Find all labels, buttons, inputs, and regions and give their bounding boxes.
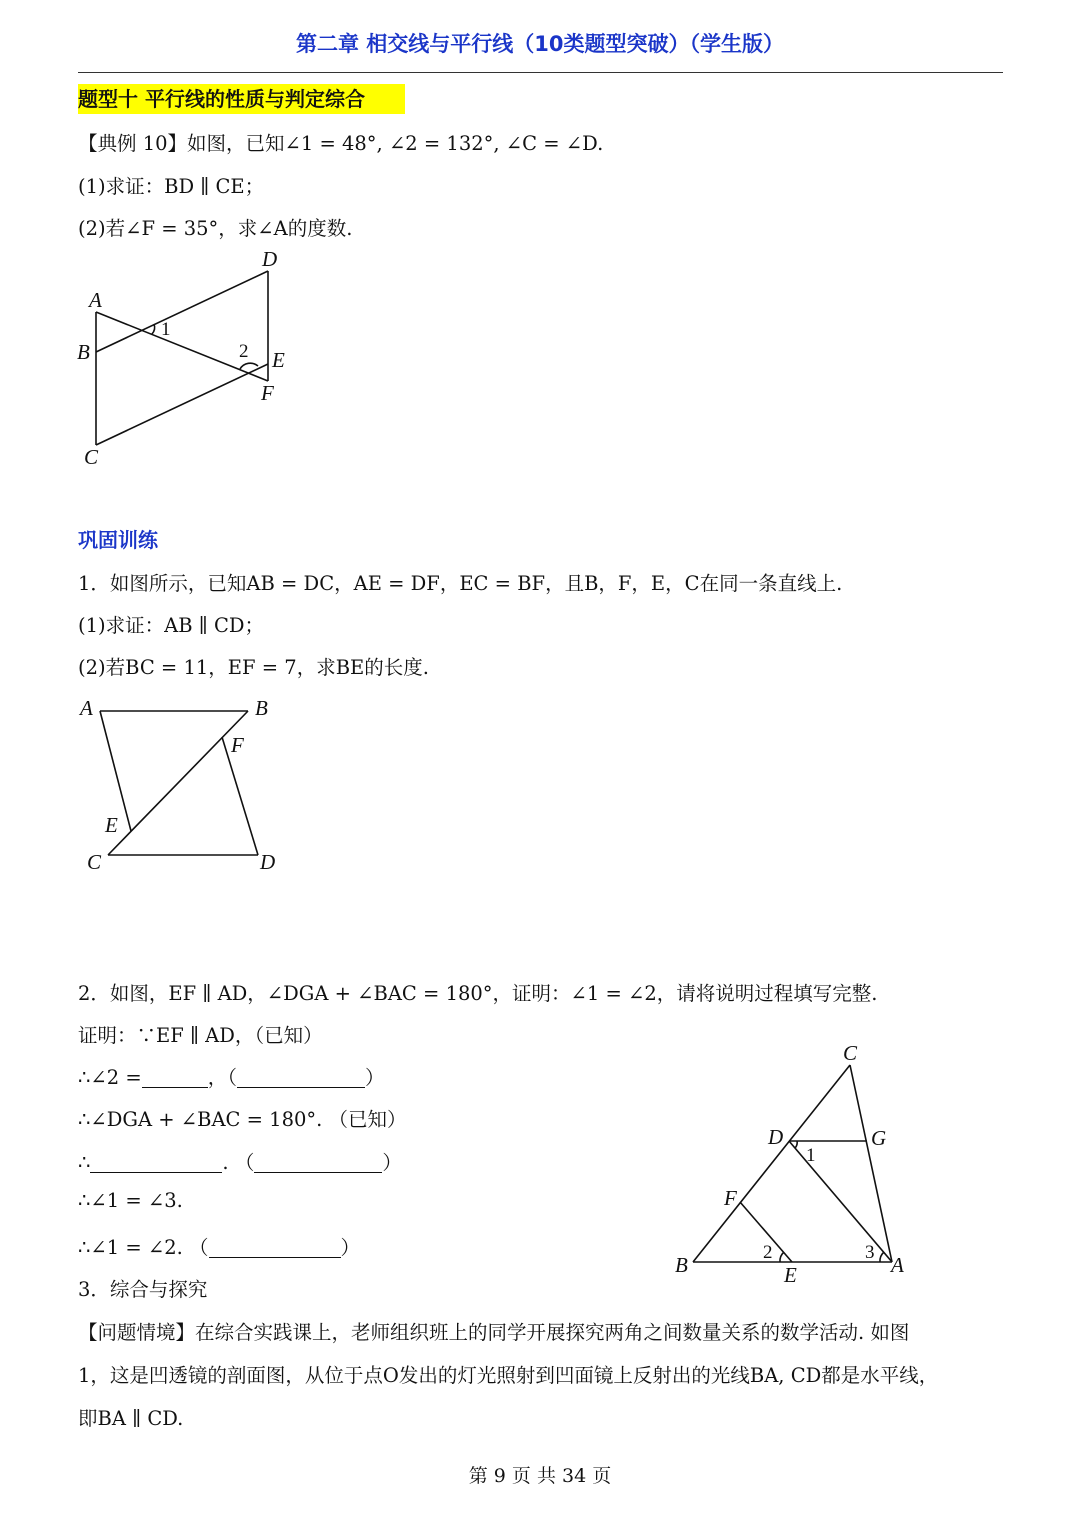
label-D: D <box>768 1125 784 1149</box>
problem3-paragraph-line1: 【问题情境】在综合实践课上，老师组织班上的同学开展探究两角之间数量关系的数学活动. 如图 <box>78 1321 910 1344</box>
label-F: F <box>261 381 274 405</box>
problem2-stem: 2．如图，EF ∥ AD，∠DGA + ∠BAC = 180°，证明：∠1 = ∠2，请将说明过程填写完整. <box>78 982 878 1005</box>
problem1-figure <box>75 692 305 872</box>
label-2: 2 <box>763 1242 773 1263</box>
label-1: 1 <box>161 319 171 340</box>
problem2-figure <box>668 1040 918 1287</box>
label-D: D <box>262 247 278 271</box>
label-A: A <box>89 288 102 312</box>
label-C: C <box>843 1041 858 1065</box>
label-C: C <box>87 850 102 874</box>
problem2-proof-line1: 证明：∵EF ∥ AD，（已知） <box>78 1024 323 1047</box>
label-B: B <box>675 1253 688 1277</box>
label-3: 3 <box>865 1242 875 1263</box>
label-D: D <box>260 850 276 874</box>
example10-figure <box>70 245 310 475</box>
segment-DA <box>789 1141 892 1262</box>
angle-2-arc <box>780 1252 784 1262</box>
label-B: B <box>77 340 90 364</box>
problem2-proof-line3: ∴∠DGA + ∠BAC = 180°. （已知） <box>78 1108 407 1131</box>
label-A: A <box>891 1253 904 1277</box>
reason-blank[interactable] <box>254 1150 382 1172</box>
label-G: G <box>871 1126 887 1150</box>
problem2-proof-line4: ∴ . （ ） <box>78 1151 402 1174</box>
problem1-question1: (1)求证：AB ∥ CD； <box>78 614 264 637</box>
label-B: B <box>255 696 268 720</box>
label-1: 1 <box>806 1145 816 1166</box>
label-F: F <box>231 733 244 757</box>
segment-CE <box>96 364 268 445</box>
label-E: E <box>272 348 285 372</box>
practice-title: 巩固训练 <box>78 528 158 552</box>
segment-CA <box>850 1065 892 1262</box>
angle-2-arc <box>240 363 258 369</box>
segment-BD <box>96 271 268 352</box>
label-A: A <box>80 696 93 720</box>
answer-blank[interactable] <box>142 1065 208 1087</box>
problem3-title: 3．综合与探究 <box>78 1278 208 1301</box>
angle-1-arc <box>795 1141 797 1148</box>
problem1-question2: (2)若BC = 11，EF = 7，求BE的长度. <box>78 656 429 679</box>
reason-blank[interactable] <box>209 1235 341 1257</box>
segment-BC <box>108 711 248 855</box>
label-F: F <box>724 1186 737 1210</box>
angle-3-arc <box>880 1252 884 1262</box>
page-number: 第 9 页 共 34 页 <box>468 1465 612 1487</box>
page-header-title: 第二章 相交线与平行线（10类题型突破）（学生版） <box>295 32 785 56</box>
problem3-paragraph-line3: 即BA ∥ CD. <box>78 1407 184 1430</box>
label-C: C <box>84 445 99 469</box>
problem2-proof-line2: ∴∠2 = ，（ ） <box>78 1066 385 1089</box>
example10-question2: (2)若∠F = 35°，求∠A的度数. <box>78 217 353 240</box>
label-2: 2 <box>239 341 249 362</box>
problem3-paragraph-line2: 1，这是凹透镜的剖面图，从位于点O发出的灯光照射到凹面镜上反射出的光线BA, CD都是水平线， <box>78 1364 939 1387</box>
example10-stem: 【典例 10】如图，已知∠1 = 48°, ∠2 = 132°, ∠C = ∠D. <box>78 132 604 155</box>
example10-question1: (1)求证：BD ∥ CE； <box>78 175 265 198</box>
segment-BC <box>693 1065 850 1262</box>
section-title: 题型十 平行线的性质与判定综合 <box>78 84 405 114</box>
label-E: E <box>784 1263 797 1287</box>
header-divider <box>78 72 1003 73</box>
problem2-proof-line5: ∴∠1 = ∠3. <box>78 1189 183 1212</box>
problem1-stem: 1．如图所示，已知AB = DC，AE = DF，EC = BF，且B，F，E，C在同一条直线上. <box>78 572 843 595</box>
problem2-proof-line6: ∴∠1 = ∠2. （ ） <box>78 1236 361 1259</box>
label-E: E <box>105 813 118 837</box>
reason-blank[interactable] <box>237 1065 365 1087</box>
answer-blank[interactable] <box>90 1150 222 1172</box>
